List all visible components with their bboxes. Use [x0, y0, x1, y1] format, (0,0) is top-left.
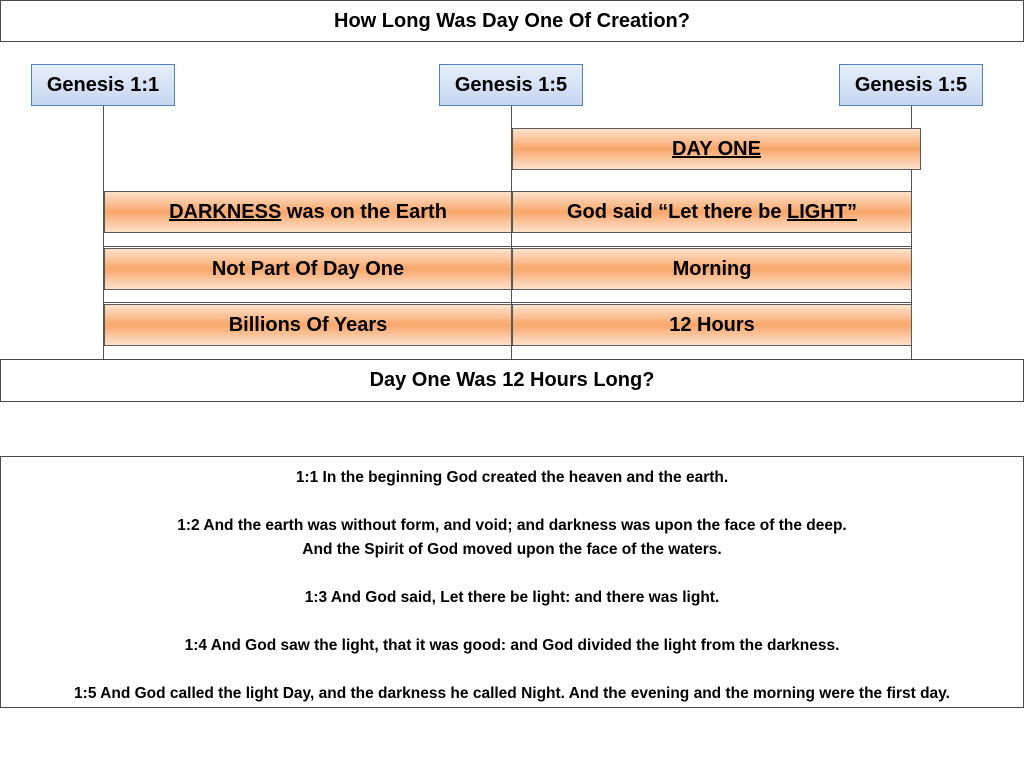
- conclusion-bar: [0, 359, 1024, 402]
- not-part-label: Not Part Of Day One: [211, 257, 405, 280]
- verse-1-5: 1:5 And God called the light Day, and the darkness he called Night. And the evening and the morning were the first day.: [74, 685, 950, 702]
- light-label: [567, 201, 857, 224]
- reference-genesis-1-5-middle: [439, 64, 583, 106]
- reference-label: Genesis 1:5: [454, 73, 568, 96]
- verse-1-3: 1:3 And God said, Let there be light: and there was light.: [304, 589, 720, 606]
- darkness-label: [169, 201, 447, 224]
- page-title-text: How Long Was Day One Of Creation?: [334, 9, 690, 32]
- light-word: LIGHT”: [787, 200, 858, 223]
- reference-label: Genesis 1:5: [854, 73, 968, 96]
- light-before: God said “Let there be: [566, 200, 788, 223]
- darkness-bar: [104, 191, 512, 233]
- page-title: [0, 0, 1024, 42]
- verse-1-1: 1:1 In the beginning God created the heaven and the earth.: [295, 469, 729, 486]
- verse-1-2-b: And the Spirit of God moved upon the face of the waters.: [302, 541, 722, 558]
- darkness-word: DARKNESS: [169, 200, 282, 223]
- day-one-label: DAY ONE: [672, 137, 761, 160]
- reference-genesis-1-5-right: [839, 64, 983, 106]
- day-one-bar: [512, 128, 921, 170]
- verse-1-4: 1:4 And God saw the light, that it was good: and God divided the light from the darkness.: [184, 637, 840, 654]
- verses-box: [0, 456, 1024, 708]
- reference-label: Genesis 1:1: [46, 73, 160, 96]
- billions-bar: [104, 304, 512, 346]
- reference-genesis-1-1: [31, 64, 175, 106]
- darkness-rest: was on the Earth: [281, 200, 447, 223]
- morning-bar: [512, 248, 912, 290]
- verse-1-2-a: 1:2 And the earth was without form, and void; and darkness was upon the face of the deep.: [177, 517, 847, 534]
- row-divider: [103, 302, 912, 303]
- row-divider: [103, 246, 912, 247]
- hours-bar: [512, 304, 912, 346]
- morning-label: Morning: [672, 257, 752, 280]
- conclusion-text: Day One Was 12 Hours Long?: [369, 369, 655, 391]
- billions-label: Billions Of Years: [228, 313, 388, 336]
- not-part-bar: [104, 248, 512, 290]
- light-bar: [512, 191, 912, 233]
- hours-label: 12 Hours: [669, 313, 755, 336]
